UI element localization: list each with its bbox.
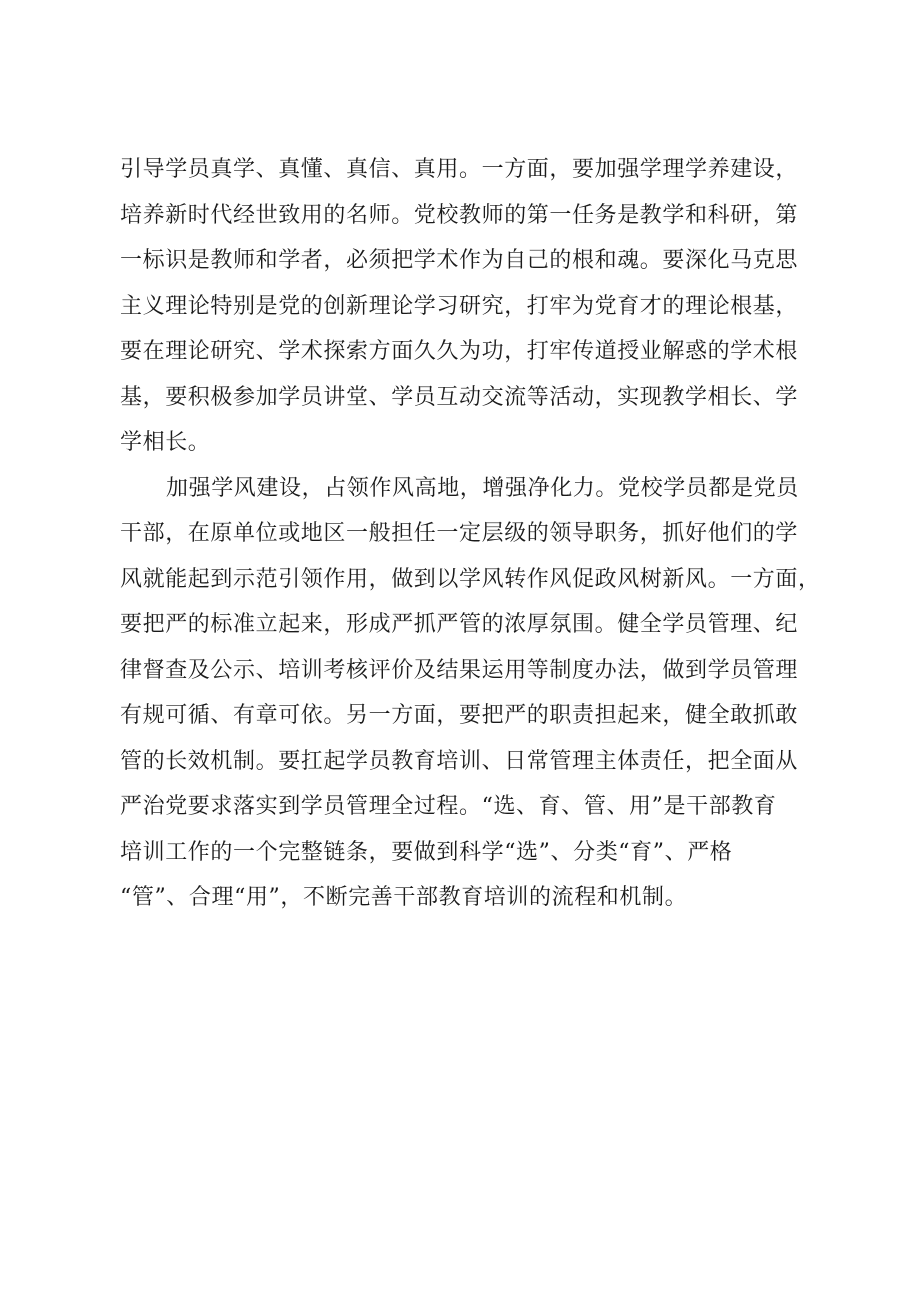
paragraph-line: 培养新时代经世致用的名师。党校教师的第一任务是教学和科研，第: [120, 202, 799, 228]
paragraph-line: 风就能起到示范引领作用，做到以学风转作风促政风树新风。一方面，: [120, 566, 821, 592]
paragraph-line: 一标识是教师和学者，必须把学术作为自己的根和魂。要深化马克思: [120, 248, 799, 273]
body-text: [120, 147, 821, 921]
paragraph-line: 管的长效机制。要扛起学员教育培训、日常管理主体责任，把全面从: [120, 748, 799, 774]
paragraph-line: 要把严的标准立起来，形成严抓严管的浓厚氛围。健全学员管理、纪: [120, 612, 799, 637]
paragraph-line: 主义理论特别是党的创新理论学习研究，打牢为党育才的理论根基，: [120, 293, 799, 319]
paragraph-line: 严治党要求落实到学员管理全过程。“选、育、管、用”是干部教育: [120, 794, 777, 819]
paragraph-line: 有规可循、有章可依。另一方面，要把严的职责担起来，健全敢抓敢: [120, 703, 799, 728]
paragraph-line: 引导学员真学、真懂、真信、真用。一方面，要加强学理学养建设，: [120, 157, 799, 182]
paragraph-line: 律督查及公示、培训考核评价及结果运用等制度办法，做到学员管理: [120, 657, 799, 683]
paragraph-2: [120, 466, 821, 921]
paragraph-line: 培训工作的一个完整链条，要做到科学“选”、分类“育”、严格: [120, 839, 733, 865]
paragraph-1: [120, 147, 815, 466]
paragraph-line: 学相长。: [120, 430, 211, 455]
paragraph-first-line: 加强学风建设，占领作风高地，增强净化力。党校学员都是党员: [166, 475, 799, 501]
paragraph-line: 基，要积极参加学员讲堂、学员互动交流等活动，实现教学相长、学: [120, 384, 799, 410]
paragraph-line: 要在理论研究、学术探索方面久久为功，打牢传道授业解惑的学术根: [120, 339, 799, 364]
paragraph-line: 干部，在原单位或地区一般担任一定层级的领导职务，抓好他们的学: [120, 521, 799, 546]
paragraph-line: “管”、合理“用”，不断完善干部教育培训的流程和机制。: [120, 885, 688, 910]
